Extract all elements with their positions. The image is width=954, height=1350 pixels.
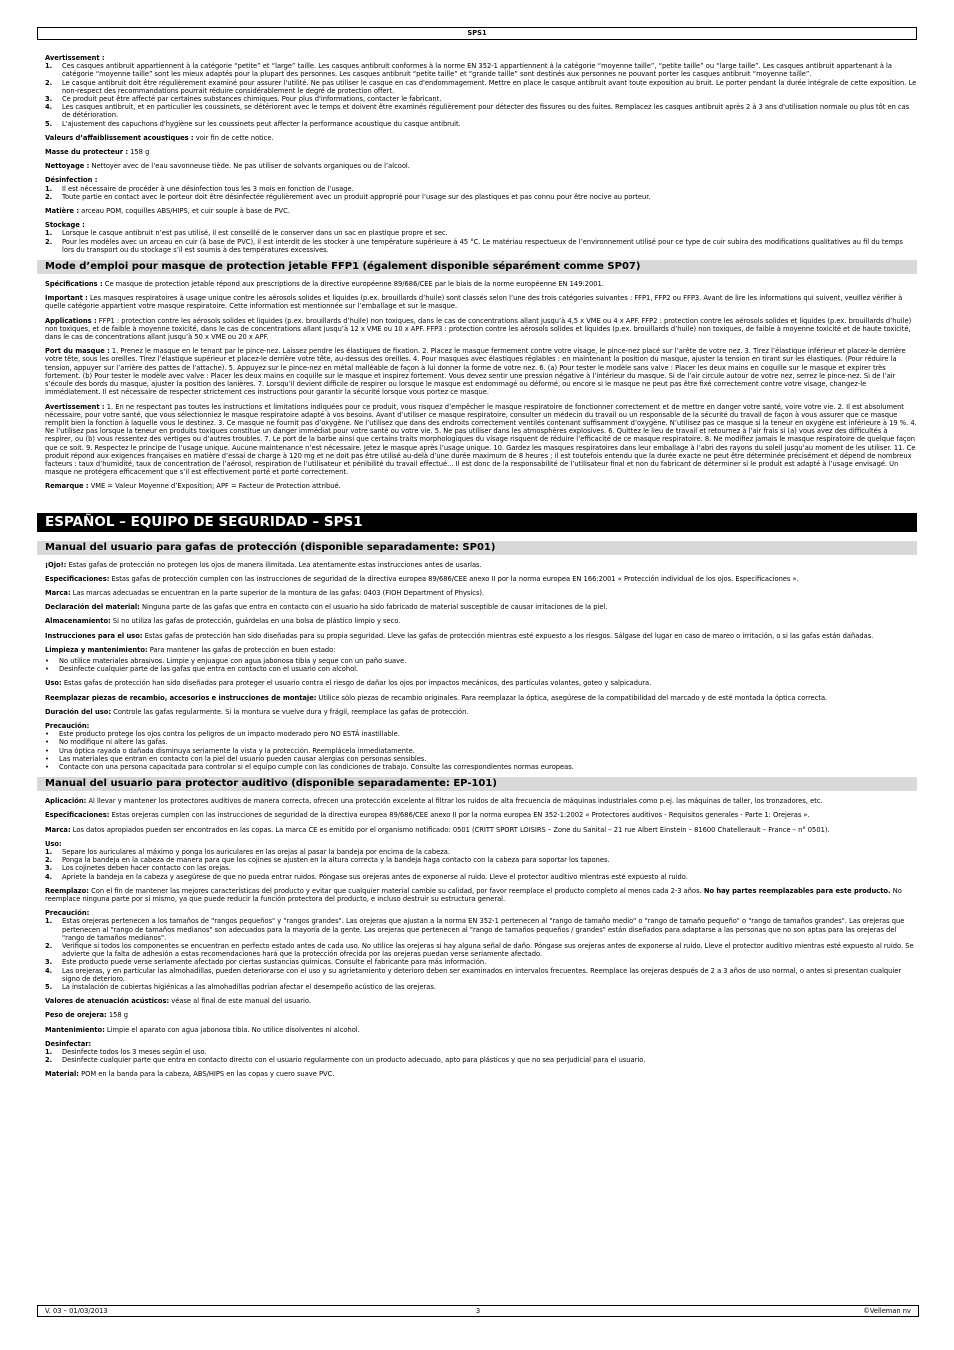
list-item bbox=[45, 79, 917, 95]
list-item bbox=[45, 103, 917, 119]
bullet-item: • No modifique ni altere las gafas. bbox=[45, 738, 917, 746]
list-item-number: 2. bbox=[45, 856, 53, 865]
avertissement-list bbox=[45, 62, 917, 128]
list-item bbox=[45, 864, 917, 872]
precaucion-title: Precaución: bbox=[45, 721, 90, 730]
list-item-number: 1. bbox=[45, 1048, 53, 1057]
list-item bbox=[45, 958, 917, 966]
list-item-text: Verifique si todos los componentes se encuentran en perfecto estado antes de cada uso. No utilice las orejeras si hay alguna señal de daño. Póngase sus orejeras antes de exponerse al ruido. Lleve el protector auditivo mientras esté expuesto al ruido. Se advierte que la falta de adhesión a estas recomendaciones hará que la protección ofrecida por las orejeras puedan verse seriamente afectado. bbox=[62, 942, 914, 959]
valores-paragraph: Valores de atenuación acústicos: véase al final de este manual del usuario. bbox=[45, 997, 312, 1006]
list-item bbox=[45, 185, 917, 193]
list-item bbox=[45, 873, 917, 881]
list-item-text: L'ajustement des capuchons d'hygiène sur les coussinets peut affecter la performance acoustique du casque antibruit. bbox=[62, 119, 461, 128]
list-item bbox=[45, 1048, 917, 1056]
list-item bbox=[45, 193, 917, 201]
important-paragraph: Important : Les masques respiratoires à usage unique contre les aérosols solides et liquides (p.ex. brouillards d’huile) sont classés selon l’une des trois catégories suivantes : FFP1, FFP2 ou FFP3. Avant de lire les informations qui suivent, veuillez vérifier à quelle catégorie appartient votre masque respiratoire. Cette information est mentionnée sur l’emballage et sur le masque. bbox=[45, 294, 903, 311]
uso2-list bbox=[45, 848, 917, 881]
gafas-heading: Manual del usuario para gafas de protección (disponible separadamente: SP01) bbox=[37, 541, 917, 555]
avertissement2-paragraph: Avertissement : 1. En ne respectant pas toutes les instructions et limitations indiquées pour ce produit, vous risquez d’empêcher le masque respiratoire de fonctionner correctement et de mettre en danger votre santé, voire votre vie. 2. Il est absolument nécessaire, pour votre santé, que vous sélectionniez le masque respiratoire adapté à vos besoins. Avant d’utiliser ce masque respiratoire, consulter un médecin du travail ou un responsable de la sécurité du travail de façon à vous assurer que ce masque remplit bien la fonction à laquelle vous le destinez. 3. Ce masque ne fournit pas d’oxygène. Ne l’utilisez que dans des endroits correctement ventilés contenant suffisamment d’oxygène. N’utilisez pas ce masque si la teneur en oxygène est inférieure à 19 %. 4. Ne l’utilisez pas lorsque la teneur en produits toxiques constitue un danger immédiat pour votre santé ou votre vie. 5. Ne pas utiliser dans les atmosphères explosives. 6. Quittez le lieu de travail et retournez à l’air frais si (a) vous avez des difficultés à respirer, ou (b) vous ressentez des vertiges ou d’autres troubles. 7. Le port de la barbe ainsi que certains traits morphologiques du visage risquent de réduire l’efficacité de ce masque respiratoire. 8. Ne modifiez jamais le masque respiratoire de quelque façon que ce soit. 9. Respectez le principe de l’usage unique. Aucune maintenance n’est nécessaire. Jetez le masque après l’usage unique. 10. Gardez les masques respiratoires dans leur emballage à l’abri des rayons du soleil jusqu’au moment de les utiliser. 11. Ce produit répond aux exigences françaises en matière d’essai de charge à 120 mg et ne doit pas être utilisé au-delà d’une durée maximum de 8 heures ; il est toutefois entendu que la durée exacte ne peut être déterminée précisément et dépend de nombreux facteurs : taux d’humidité, taux de concentration de l’aérosol, respiration de l’utilisateur et pénibilité du travail effectué... Il est donc de la responsabilité de l’utilisateur final et non du fabricant de déterminer si le produit est adapté à l’usage envisagé. Un masque ne protégera efficacement que s’il est effectivement porté et porté correctement. bbox=[45, 402, 917, 477]
peso-paragraph: Peso de orejera: 158 g bbox=[45, 1011, 128, 1020]
matiere-paragraph: Matière : arceau POM, coquilles ABS/HIPS, et cuir souple à base de PVC. bbox=[45, 207, 290, 216]
list-item-text: Ces casques antibruit appartiennent à la catégorie “petite” et “large” taille. Les casques antibruit conformes à la norme EN 352-1 appartiennent à la catégorie “moyenne taille”, “petite taille” ou “large taille”. Les casques antibruit appartenant à la catégorie “moyenne taille” sont les mieux adaptés pour la plupart des personnes. Les casques antibruit “petite taille” et “grande taille” sont destinés aux personnes ne pouvant porter les casques antibruit “moyenne taille”. bbox=[62, 62, 892, 79]
valeurs-paragraph: Valeurs d’affaiblissement acoustiques : voir fin de cette notice. bbox=[45, 133, 274, 142]
reemplazar-paragraph: Reemplazar piezas de recambio, accesorios e instrucciones de montaje: Utilice sólo piezas de recambio originales. Para reemplazar la óptica, asegúrese de la compatibilidad del marcado y de esté montada la óptica correcta. bbox=[45, 693, 828, 702]
list-item-number: 4. bbox=[45, 872, 53, 881]
list-item bbox=[45, 62, 917, 78]
list-item bbox=[45, 942, 917, 958]
uso2-title: Uso: bbox=[45, 839, 62, 848]
list-item-text: Les casques antibruit, et en particulier les coussinets, se détériorent avec le temps et doivent être examinés régulièrement pour détecter des fissures ou des fuites. Remplacez les casques antibruit après 2 à 3 ans d'utilisation normale ou plus tôt en cas de détérioration. bbox=[62, 103, 910, 120]
duracion-paragraph: Duración del uso: Controle las gafas regularmente. Si la montura se vuelve dura y frágil, reemplace las gafas de protección. bbox=[45, 707, 469, 716]
list-item-number: 1. bbox=[45, 229, 53, 238]
list-item-text: Separe los auriculares al máximo y ponga los auriculares en las orejas al pasar la bandeja por encima de la cabeza. bbox=[62, 848, 450, 856]
list-item-text: Las orejeras, y en particular las almohadillas, pueden deteriorarse con el uso y su agrietamiento y deterioro deben ser examinados en intervalos frecuentes. Reemplace las orejeras después de 2 a 3 años de uso normal, o antes si presentan cualquier signo de deterioro. bbox=[62, 966, 902, 983]
precaucion2-title: Precaución: bbox=[45, 909, 90, 918]
bullet-item: • No utilice materiales abrasivos. Limpie y enjuague con agua jabonosa tibia y seque con un paño suave. bbox=[45, 657, 917, 665]
page-footer bbox=[37, 1305, 919, 1317]
marca2-paragraph: Marca: Los datos apropiados pueden ser encontrados en las copas. La marca CE es emitido por el organismo notificado: 0501 (CRITT SPORT LOISIRS – Zone du Sanital – 21 rue Albert Einstein – 81600 Chatellerault – France – n° 0501). bbox=[45, 825, 830, 834]
list-item-text: Los cojinetes deben hacer contacto con las orejas. bbox=[62, 864, 231, 873]
list-item-text: Desinfecte cualquier parte que entra en contacto directo con el usuario regularmente con un producto adecuado, apto para plásticos y que no sea perjudicial para el usuario. bbox=[62, 1056, 646, 1065]
footer-version: V. 03 – 01/03/2013 bbox=[45, 1307, 108, 1315]
list-item-number: 2. bbox=[45, 237, 53, 246]
specifications-paragraph: Spécifications : Ce masque de protection jetable répond aux prescriptions de la directive européenne 89/686/CEE par le biais de la norme européenne EN 149:2001. bbox=[45, 280, 604, 289]
marca-paragraph: Marca: Las marcas adecuadas se encuentran en la parte superior de la montura de las gafas: 0403 (FIOH Department of Physics). bbox=[45, 588, 485, 597]
list-item-text: La instalación de cubiertas higiénicas a las almohadillas podrían afectar el desempeño acústico de las orejeras. bbox=[62, 983, 436, 992]
list-item bbox=[45, 856, 917, 864]
page-header: SPS1 bbox=[37, 27, 917, 40]
ep-heading: Manual del usuario para protector auditivo (disponible separadamente: EP-101) bbox=[37, 777, 917, 791]
stockage-title: Stockage : bbox=[45, 221, 85, 230]
masse-paragraph: Masse du protecteur : 158 g bbox=[45, 148, 150, 157]
uso-paragraph: Uso: Estas gafas de protección han sido diseñadas para proteger el usuario contra el riesgo de dañar los ojos por impactos mecánicos, des partículas volantes, goteo y salpicadura. bbox=[45, 679, 652, 688]
ffp-heading: Mode d’emploi pour masque de protection jetable FFP1 (également disponible séparément comme SP07) bbox=[37, 260, 917, 274]
list-item bbox=[45, 848, 917, 856]
list-item-number: 1. bbox=[45, 917, 53, 926]
list-item bbox=[45, 229, 917, 237]
list-item bbox=[45, 917, 917, 942]
desinfectar-list bbox=[45, 1048, 917, 1064]
list-item-number: 1. bbox=[45, 848, 53, 856]
list-item-text: Lorsque le casque antibruit n’est pas utilisé, il est conseillé de le conserver dans un sac en plastique propre et sec. bbox=[62, 229, 448, 238]
ojo-paragraph: ¡Ojo!: Estas gafas de protección no protegen los ojos de manera ilimitada. Lea atentamente estas instrucciones antes de usarlas. bbox=[45, 560, 482, 569]
nettoyage-paragraph: Nettoyage : Nettoyer avec de l’eau savonneuse tiède. Ne pas utiliser de solvants organiques ou de l’alcool. bbox=[45, 162, 410, 171]
footer-page-number: 3 bbox=[475, 1307, 481, 1315]
list-item bbox=[45, 1056, 917, 1064]
list-item bbox=[45, 967, 917, 983]
list-item bbox=[45, 120, 917, 128]
list-item-number: 5. bbox=[45, 983, 53, 992]
almacenamiento-paragraph: Almacenamiento: Si no utiliza las gafas de protección, guárdelas en una bolsa de plástico limpio y seco. bbox=[45, 617, 401, 626]
mantenimiento-paragraph: Mantenimiento: Limpie el aparato con agua jabonosa tibia. No utilice disolventes ni alcohol. bbox=[45, 1025, 360, 1034]
applications-paragraph: Applications : FFP1 : protection contre les aérosols solides et liquides (p.ex. brouillards d’huile) non toxiques, dans le cas de concentrations allant jusqu’à 4,5 x VME ou 4 x APF. FFP2 : protection contre les aérosols solides et liquides (p.ex. brouillards d’huile) non toxiques, et de faible à moyenne toxicité, dans le cas de concentrations allant jusqu’à 12 x VME ou 10 x APF. FFP3 : protection contre les aérosols solides et liquides (p.ex. brouillards d’huile) non toxiques, de faible à moyenne toxicité et de haute toxicité, dans le cas de concentrations allant jusqu’à 50 x VME ou 20 x APF. bbox=[45, 316, 912, 342]
avertissement-title: Avertissement : bbox=[45, 54, 105, 62]
list-item bbox=[45, 238, 917, 254]
list-item-number: 2. bbox=[45, 78, 53, 87]
bullet-item: • Una óptica rayada o dañada disminuya seriamente la vista y la protección. Reemplácela inmediatamente. bbox=[45, 747, 917, 755]
desinfectar-title: Desinfectar: bbox=[45, 1039, 92, 1048]
list-item-text: Desinfecte todos los 3 meses según el uso. bbox=[62, 1048, 207, 1057]
declaracion-paragraph: Declaración del material: Ninguna parte de las gafas que entra en contacto con el usuario ha sido fabricado de material susceptible de causar irritaciones de la piel. bbox=[45, 603, 608, 612]
especificaciones2-paragraph: Especificaciones: Estas orejeras cumplen con las instrucciones de seguridad de la directiva europea 89/686/CEE anexo II por la norma europea EN 352-1:2002 « Protectores auditivos - Requisitos generales - Parte 1: Orejeras ». bbox=[45, 811, 810, 820]
document-page bbox=[37, 27, 917, 1085]
list-item-number: 3. bbox=[45, 95, 53, 104]
list-item-text: Estas orejeras pertenecen a los tamaños de "rangos pequeños" y "rangos grandes". Las orejeras que ajustan a la norma EN 352-1 pertenecen al "rango de tamaño medio" o "rango de tamaño pequeño" o "rango de tamaños grandes". Las orejeras que pertenecen al "rango de tamaños medianos" son adecuados para la mayoría de la gente. Las orejeras que pertenecen al "rango de tamaños pequeños / grandes" están diseñados para adaptarse a las personas que no son aptas para las orejeras del "rango de tamaños medianos". bbox=[62, 917, 905, 942]
limpieza-list bbox=[45, 657, 917, 673]
list-item-text: Ce produit peut être affecté par certaines substances chimiques. Pour plus d'informations, contacter le fabricant. bbox=[62, 95, 442, 104]
stockage-list bbox=[45, 229, 917, 254]
list-item-number: 4. bbox=[45, 966, 53, 975]
list-item-number: 3. bbox=[45, 958, 53, 967]
precaucion2-list bbox=[45, 917, 917, 991]
list-item-number: 3. bbox=[45, 864, 53, 873]
desinfection-list bbox=[45, 185, 917, 201]
bullet-item: • Las materiales que entran en contacto con la piel del usuario pueden causar alergias con personas sensibles. bbox=[45, 755, 917, 763]
material-paragraph: Material: POM en la banda para la cabeza, ABS/HIPS en las copas y cuero suave PVC. bbox=[45, 1070, 335, 1079]
list-item-number: 4. bbox=[45, 103, 53, 112]
aplicacion-paragraph: Aplicación: Al llevar y mantener los protectores auditivos de manera correcta, ofrecen una protección excelente al filtrar los ruidos de alta frecuencia de máquinas industriales como p.ej. las máquinas de taller, los tronzadores, etc. bbox=[45, 797, 823, 806]
instrucciones-paragraph: Instrucciones para el uso: Estas gafas de protección han sido diseñadas para su propia seguridad. Lleve las gafas de protección mientras esté expuesto a los riesgos. Sálgase del lugar en caso de mareo o irritación, o si las gafas están dañadas. bbox=[45, 631, 874, 640]
desinfection-title: Désinfection : bbox=[45, 176, 98, 185]
list-item-number: 1. bbox=[45, 184, 53, 193]
precaucion-list bbox=[45, 730, 917, 771]
spanish-section-title: ESPAÑOL – EQUIPO DE SEGURIDAD – SPS1 bbox=[37, 513, 917, 532]
list-item-number: 2. bbox=[45, 192, 53, 201]
list-item-number: 5. bbox=[45, 119, 53, 128]
list-item-text: Toute partie en contact avec le porteur doit être désinfectée régulièrement avec un produit approprié pour l’usage sur des plastiques et pas connu pour être nocive au porteur. bbox=[62, 192, 651, 201]
bullet-item: • Desinfecte cualquier parte de las gafas que entra en contacto con el usuario con alcohol. bbox=[45, 665, 917, 673]
reemplazo-paragraph: Reemplazo: Con el fin de mantener las mejores características del producto y evitar que cualquier material cambie su calidad, por favor reemplace el producto completo al menos cada 2-3 años. No hay partes reemplazables para este producto. No reemplace ninguna parte por sí mismo, ya que puede reducir la función protectora del producto, e incluso destruir su estructura general. bbox=[45, 886, 902, 904]
list-item-text: Le casque antibruit doit être régulièrement examiné pour assurer l'utilité. Ne pas utiliser le casque en cas d'endommagement. Mettre en place le casque antibruit avant toute exposition au bruit. Le porter pendant la durée intégrale de cette exposition. Le non-respect des recommandations pourrait réduire considérablement le degré de protection offert. bbox=[62, 78, 917, 95]
especificaciones-paragraph: Especificaciones: Estas gafas de protección cumplen con las instrucciones de seguridad de la directiva europea 89/686/CEE anexo II por la norma europea EN 166:2001 « Protección individual de los ojos. Especificaciones ». bbox=[45, 574, 799, 583]
footer-brand: ©Velleman nv bbox=[863, 1307, 911, 1315]
bullet-item: • Este producto protege los ojos contra los peligros de un impacto moderado pero NO ESTÁ inastillable. bbox=[45, 730, 917, 738]
list-item-number: 1. bbox=[45, 62, 53, 71]
list-item-text: Este producto puede verse seriamente afectado por ciertas sustancias químicas. Consulte el fabricante para más información. bbox=[62, 958, 487, 967]
port-paragraph: Port du masque : 1. Prenez le masque en le tenant par le pince-nez. Laissez pendre les élastiques de fixation. 2. Placez le masque fermement contre votre visage, le pince-nez placé sur l’arête de votre nez. 3. Tirez l’élastique inférieur et placez-le derrière votre tête, sous les oreilles. Tirez l’élastique supérieur et placez-le derrière votre tête, au-dessus des oreilles. 4. Pour masques avec élastiques réglables : en maintenant la position du masque, ajuster la tension en tirant sur les élastiques. (Pour réduire la tension, appuyer sur l’arrière des pattes de l’attache). 5. Appuyez sur le pince-nez en métal malléable de façon à lui donner la forme de votre nez. 6. (a) Pour tester le modèle sans valve : Placer les deux mains en coquille sur le masque et expirer très fortement. (b) Pour tester le modèle avec valve : Placer les deux mains en coquille sur le masque et inspirez fortement. Vous devez sentir une pression négative à l’intérieur du masque. Si de l’air circule autour de votre nez, serrez le pince-nez. Si de l’air s’écoule des bords du masque, ajuster la position des lanières. 7. Lorsqu’il devient difficile de respirer ou lorsque le masque est endommagé ou déformé, ou encore si le masque ne peut pas être fixé correctement contre votre visage, changez-le immédiatement. Il est nécessaire de respecter strictement ces instructions pour garantir la sécurité lorsque vous portez ce masque. bbox=[45, 347, 906, 397]
remarque-paragraph: Remarque : VME = Valeur Moyenne d’Exposition; APF = Facteur de Protection attribué. bbox=[45, 482, 341, 491]
list-item bbox=[45, 95, 917, 103]
list-item bbox=[45, 983, 917, 991]
list-item-text: Apriete la bandeja en la cabeza y asegúrese de que no pueda entrar ruidos. Póngase sus orejeras antes de exponerse al ruido. Lleve el protector auditivo mientras esté expuesto al ruido. bbox=[62, 872, 688, 881]
list-item-text: Ponga la bandeja en la cabeza de manera para que los cojines se ajusten en la altura correcta y la bandeja haga contacto con la cabeza para soportar los tapones. bbox=[62, 856, 610, 865]
list-item-number: 2. bbox=[45, 942, 53, 951]
list-item-number: 2. bbox=[45, 1056, 53, 1065]
bullet-item: • Contacte con una persona capacitada para controlar si el equipo cumple con las condiciones de trabajo. Consulte las correspondientes normas europeas. bbox=[45, 763, 917, 771]
limpieza-paragraph: Limpieza y mantenimiento: Para mantener las gafas de protección en buen estado: bbox=[45, 645, 336, 654]
list-item-text: Il est nécessaire de procéder à une désinfection tous les 3 mois en fonction de l’usage. bbox=[62, 184, 354, 193]
list-item-text: Pour les modèles avec un arceau en cuir (à base de PVC), il est interdit de les stocker à une température supérieure à 45 °C. Le matériau respectueux de l’environnement utilisé pour ce type de cuir subira des modifications qualitatives au fil du temps lors du transport ou du stockage s’il est soumis à des températures excessives. bbox=[62, 237, 903, 254]
